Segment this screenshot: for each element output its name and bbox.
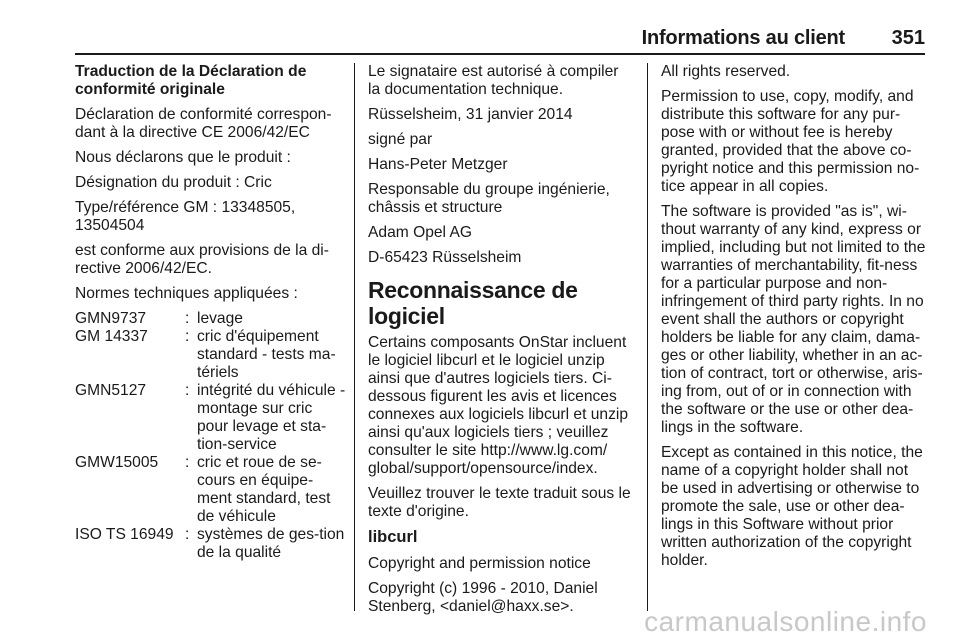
paragraph: Hans-Peter Metzger — [368, 156, 508, 173]
paragraph: est conforme aux provisions de la di-rective 2006/42/EC. — [75, 242, 329, 277]
norm-separator: : — [185, 454, 190, 471]
norm-code: GMN9737 — [75, 310, 147, 327]
page-title: Informations au client — [641, 27, 845, 49]
norm-code: GMW15005 — [75, 454, 159, 471]
header-divider — [75, 53, 925, 55]
paragraph: Rüsselsheim, 31 janvier 2014 — [368, 106, 573, 123]
norm-separator: : — [185, 526, 190, 543]
norm-description: cric et roue de se-cours en équipe-ment standard, test de véhicule — [197, 454, 331, 525]
subsection-heading: libcurl — [368, 528, 418, 546]
norm-code: GMN5127 — [75, 382, 147, 399]
paragraph: Désignation du produit : Cric — [75, 174, 272, 191]
paragraph: Permission to use, copy, modify, and distribute this software for any pur-pose with or without fee is hereby granted, provided that the above co-pyright notice and this permission no-tice appear in all copies. — [661, 88, 920, 195]
norm-separator: : — [185, 382, 190, 399]
norm-description: cric d'équipement standard - tests ma-tériels — [197, 328, 336, 381]
norm-description: intégrité du véhicule - montage sur cric pour levage et sta-tion-service — [197, 382, 346, 453]
norm-row — [75, 328, 347, 382]
paragraph: Type/référence GM : 13348505, 13504504 — [75, 199, 296, 234]
column-divider-1 — [354, 63, 355, 611]
paragraph: Normes techniques appliquées : — [75, 285, 298, 302]
paragraph: Déclaration de conformité correspon-dant à la directive CE 2006/42/EC — [75, 106, 332, 141]
column-1 — [75, 63, 347, 562]
paragraph: All rights reserved. — [661, 63, 791, 80]
paragraph: Certains composants OnStar incluent le logiciel libcurl et le logiciel unzip ainsi que d'autres logiciels tiers. Ci-dessous figurent les avis et licences connexes aux logiciels libcurl et unzip ainsi qu'aux logiciels tiers ; veuillez consulter le site http://www.lg.com/ global/support/opensource/index. — [368, 334, 629, 477]
watermark: carmanualsonline.info — [644, 606, 927, 637]
paragraph: D-65423 Rüsselsheim — [368, 249, 522, 266]
page-number: 351 — [891, 27, 925, 49]
paragraph: The software is provided "as is", wi-thout warranty of any kind, express or implied, including but not limited to the warranties of merchantability, fit-ness for a particular purpose and non-infringement of third party rights. In no event shall the authors or copyright holders be liable for any claim, dama-ges or other liability, whether in an ac-tion of contract, tort or otherwise, aris-ing from, out of or in connection with the software or the use or other dea-lings in the software. — [661, 203, 926, 436]
norm-code: ISO TS 16949 — [75, 526, 174, 543]
paragraph: Responsable du groupe ingénierie, châssis et structure — [368, 181, 610, 216]
norm-description: levage — [197, 310, 243, 327]
paragraph: Adam Opel AG — [368, 224, 473, 241]
norm-row — [75, 526, 347, 562]
paragraph: Copyright and permission notice — [368, 555, 591, 572]
norm-separator: : — [185, 310, 190, 327]
norm-row — [75, 310, 347, 328]
paragraph: signé par — [368, 131, 433, 148]
norm-separator: : — [185, 328, 190, 345]
norm-code: GM 14337 — [75, 328, 148, 345]
paragraph: Copyright (c) 1996 - 2010, Daniel Stenberg, <daniel@haxx.se>. — [368, 580, 598, 615]
norm-row — [75, 454, 347, 526]
paragraph: Veuillez trouver le texte traduit sous le texte d'origine. — [368, 485, 631, 520]
norm-description: systèmes de ges-tion de la qualité — [197, 526, 345, 561]
norm-row — [75, 382, 347, 454]
paragraph: Le signataire est autorisé à compiler la documentation technique. — [368, 63, 619, 98]
column-divider-2 — [647, 63, 648, 611]
section-heading: Reconnaissance de logiciel — [368, 277, 578, 329]
norms-table — [75, 310, 347, 562]
page-header — [75, 27, 925, 51]
column-3 — [661, 63, 927, 577]
declaration-heading: Traduction de la Déclaration de conformité originale — [75, 63, 307, 98]
paragraph: Except as contained in this notice, the name of a copyright holder shall not be used in advertising or otherwise to promote the sale, use or other dea-lings in this Software without prior written authorization of the copyright holder. — [661, 444, 923, 569]
paragraph: Nous déclarons que le produit : — [75, 149, 291, 166]
column-2 — [368, 63, 634, 623]
